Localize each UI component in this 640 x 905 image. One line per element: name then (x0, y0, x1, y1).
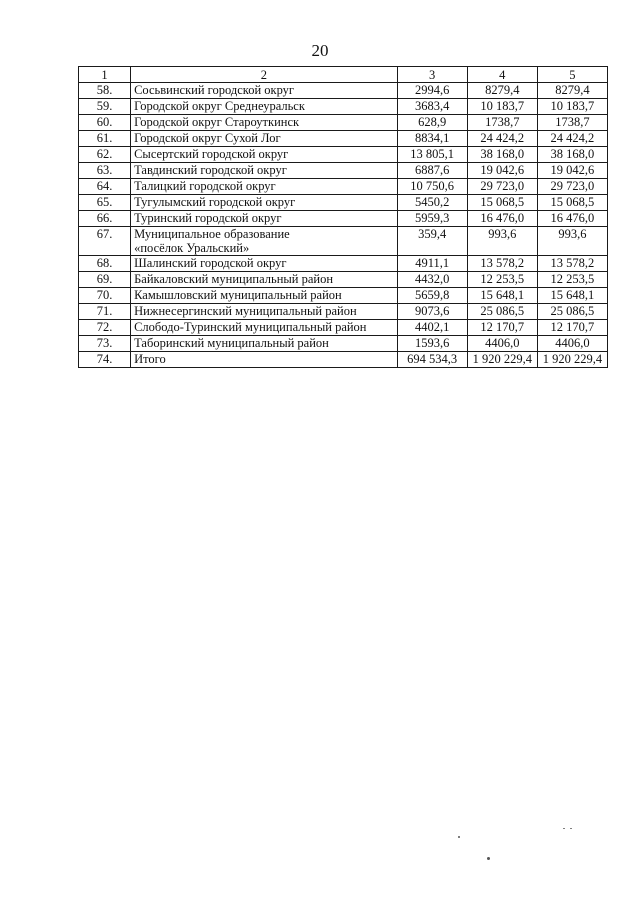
value-col-4: 8279,4 (467, 83, 537, 99)
municipality-name: Городской округ Сухой Лог (131, 131, 398, 147)
value-col-5: 4406,0 (537, 336, 607, 352)
municipality-name: Байкаловский муниципальный район (131, 272, 398, 288)
municipality-name: Сысертский городской округ (131, 147, 398, 163)
municipality-name: Нижнесергинский муниципальный район (131, 304, 398, 320)
value-col-5: 25 086,5 (537, 304, 607, 320)
table-row (79, 163, 608, 179)
scan-speck (563, 828, 565, 829)
municipality-name: Тавдинский городской округ (131, 163, 398, 179)
header-col-4: 4 (467, 67, 537, 83)
value-col-4: 13 578,2 (467, 256, 537, 272)
row-number: 64. (79, 179, 131, 195)
table-row (79, 115, 608, 131)
value-col-4: 24 424,2 (467, 131, 537, 147)
table-row (79, 99, 608, 115)
value-col-5: 38 168,0 (537, 147, 607, 163)
table-row (79, 147, 608, 163)
value-col-3: 5450,2 (397, 195, 467, 211)
row-number: 62. (79, 147, 131, 163)
municipality-name: Тугулымский городской округ (131, 195, 398, 211)
row-number: 67. (79, 227, 131, 256)
row-number: 61. (79, 131, 131, 147)
value-col-3: 5659,8 (397, 288, 467, 304)
table-row (79, 288, 608, 304)
municipality-name-line-1: Муниципальное образование (134, 227, 290, 241)
value-col-3: 628,9 (397, 115, 467, 131)
table-row-total (79, 352, 608, 368)
page-number: 20 (311, 41, 329, 60)
municipality-name: Сосьвинский городской округ (131, 83, 398, 99)
municipality-name: Городской округ Староуткинск (131, 115, 398, 131)
value-col-3: 694 534,3 (397, 352, 467, 368)
row-number: 68. (79, 256, 131, 272)
table-row (79, 83, 608, 99)
table-row (79, 272, 608, 288)
value-col-5: 13 578,2 (537, 256, 607, 272)
row-number: 65. (79, 195, 131, 211)
value-col-5: 15 648,1 (537, 288, 607, 304)
value-col-3: 13 805,1 (397, 147, 467, 163)
value-col-4: 16 476,0 (467, 211, 537, 227)
value-col-3: 3683,4 (397, 99, 467, 115)
table-row (79, 211, 608, 227)
value-col-3: 359,4 (397, 227, 467, 256)
value-col-3: 9073,6 (397, 304, 467, 320)
municipality-name: Шалинский городской округ (131, 256, 398, 272)
table-row (79, 131, 608, 147)
value-col-3: 8834,1 (397, 131, 467, 147)
row-number: 72. (79, 320, 131, 336)
row-number: 74. (79, 352, 131, 368)
value-col-4: 15 068,5 (467, 195, 537, 211)
header-col-3: 3 (397, 67, 467, 83)
value-col-4: 10 183,7 (467, 99, 537, 115)
value-col-3: 4911,1 (397, 256, 467, 272)
row-number: 59. (79, 99, 131, 115)
table-header-row (79, 67, 608, 83)
value-col-5: 19 042,6 (537, 163, 607, 179)
scan-speck (458, 836, 460, 838)
row-number: 58. (79, 83, 131, 99)
table-row (79, 195, 608, 211)
budget-table (78, 66, 608, 368)
table-row (79, 304, 608, 320)
row-number: 60. (79, 115, 131, 131)
value-col-5: 10 183,7 (537, 99, 607, 115)
value-col-5: 24 424,2 (537, 131, 607, 147)
municipality-name: Талицкий городской округ (131, 179, 398, 195)
table-row (79, 336, 608, 352)
municipality-name: Итого (131, 352, 398, 368)
header-col-5: 5 (537, 67, 607, 83)
municipality-name: Слободо-Туринский муниципальный район (131, 320, 398, 336)
value-col-3: 10 750,6 (397, 179, 467, 195)
scan-speck (487, 857, 490, 860)
municipality-name: Камышловский муниципальный район (131, 288, 398, 304)
value-col-3: 2994,6 (397, 83, 467, 99)
scan-speck (570, 828, 572, 829)
row-number: 73. (79, 336, 131, 352)
value-col-4: 12 253,5 (467, 272, 537, 288)
row-number: 63. (79, 163, 131, 179)
header-col-2: 2 (131, 67, 398, 83)
value-col-5: 1 920 229,4 (537, 352, 607, 368)
table-row (79, 227, 608, 256)
row-number: 70. (79, 288, 131, 304)
value-col-4: 38 168,0 (467, 147, 537, 163)
value-col-4: 25 086,5 (467, 304, 537, 320)
table-row (79, 179, 608, 195)
value-col-5: 15 068,5 (537, 195, 607, 211)
value-col-4: 1738,7 (467, 115, 537, 131)
table-row (79, 320, 608, 336)
value-col-4: 12 170,7 (467, 320, 537, 336)
table-row (79, 256, 608, 272)
header-col-1: 1 (79, 67, 131, 83)
municipality-name: Таборинский муниципальный район (131, 336, 398, 352)
value-col-3: 4432,0 (397, 272, 467, 288)
value-col-3: 1593,6 (397, 336, 467, 352)
value-col-5: 29 723,0 (537, 179, 607, 195)
value-col-4: 15 648,1 (467, 288, 537, 304)
value-col-4: 1 920 229,4 (467, 352, 537, 368)
row-number: 71. (79, 304, 131, 320)
value-col-5: 16 476,0 (537, 211, 607, 227)
value-col-5: 993,6 (537, 227, 607, 256)
municipality-name (131, 227, 398, 256)
row-number: 66. (79, 211, 131, 227)
municipality-name: Туринский городской округ (131, 211, 398, 227)
municipality-name-line-2: «посёлок Уральский» (134, 241, 250, 255)
row-number: 69. (79, 272, 131, 288)
value-col-3: 6887,6 (397, 163, 467, 179)
value-col-4: 29 723,0 (467, 179, 537, 195)
municipality-name: Городской округ Среднеуральск (131, 99, 398, 115)
value-col-3: 4402,1 (397, 320, 467, 336)
value-col-4: 19 042,6 (467, 163, 537, 179)
value-col-5: 12 253,5 (537, 272, 607, 288)
value-col-5: 12 170,7 (537, 320, 607, 336)
value-col-5: 1738,7 (537, 115, 607, 131)
value-col-4: 993,6 (467, 227, 537, 256)
value-col-5: 8279,4 (537, 83, 607, 99)
value-col-3: 5959,3 (397, 211, 467, 227)
value-col-4: 4406,0 (467, 336, 537, 352)
